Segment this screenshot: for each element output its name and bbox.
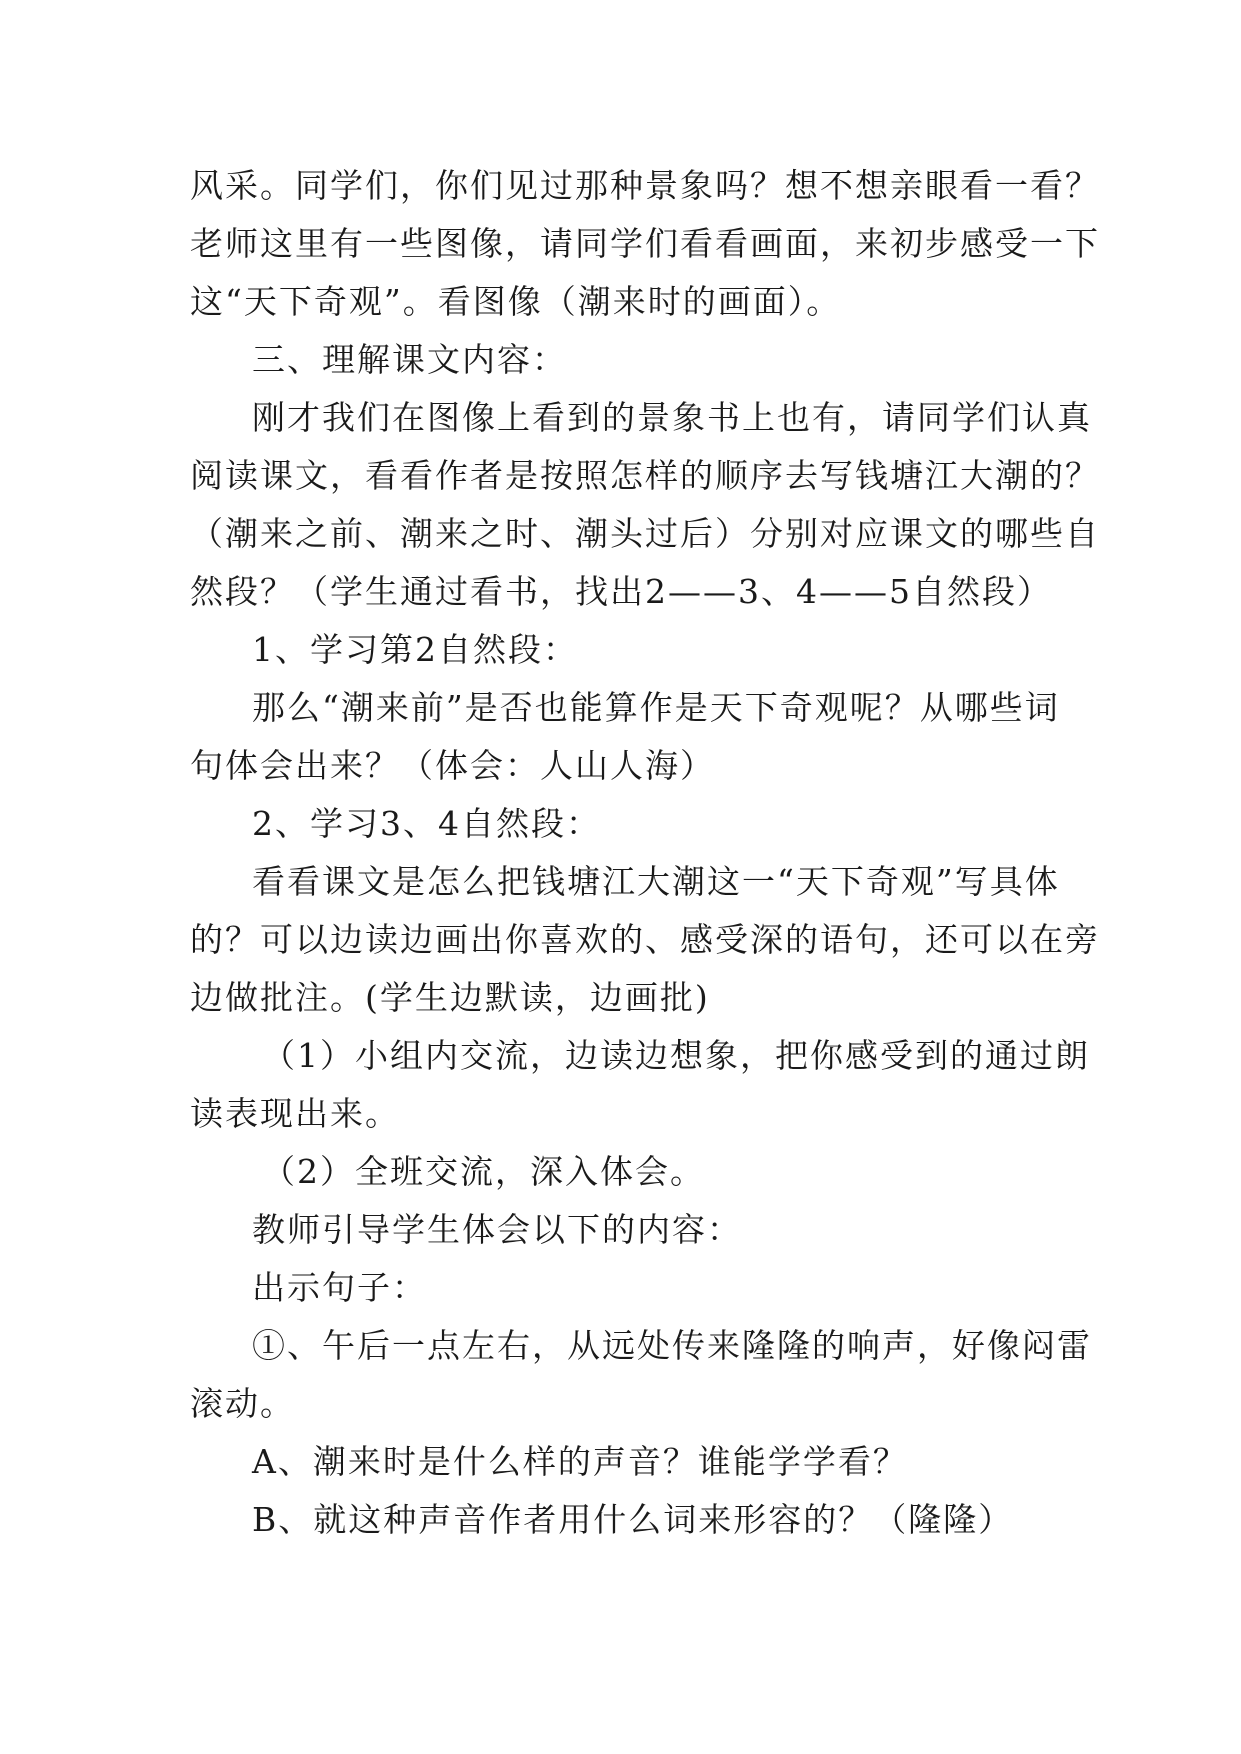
- text-line: 老师这里有一些图像，请同学们看看画面，来初步感受一下: [190, 224, 1100, 263]
- section-heading: 三、理解课文内容：: [252, 340, 567, 379]
- text-line: 风采。同学们，你们见过那种景象吗？想不想亲眼看一看？: [190, 166, 1100, 205]
- text-line: 滚动。: [190, 1384, 295, 1423]
- text-line: 看看课文是怎么把钱塘江大潮这一“天下奇观”写具体: [252, 862, 1060, 901]
- text-line: B、就这种声音作者用什么词来形容的？（隆隆）: [252, 1500, 1014, 1539]
- text-line: 然段？（学生通过看书，找出2——3、4——5自然段）: [190, 572, 1052, 611]
- text-line: A、潮来时是什么样的声音？谁能学学看？: [252, 1442, 908, 1481]
- text-line: 出示句子：: [252, 1268, 427, 1307]
- text-line: （2）全班交流，深入体会。: [262, 1152, 705, 1191]
- text-line: 刚才我们在图像上看到的景象书上也有，请同学们认真: [252, 398, 1092, 437]
- text-line: 句体会出来？（体会：人山人海）: [190, 746, 715, 785]
- subheading: 1、学习第2自然段：: [252, 630, 578, 669]
- text-line: （潮来之前、潮来之时、潮头过后）分别对应课文的哪些自: [190, 514, 1100, 553]
- text-line: 那么“潮来前”是否也能算作是天下奇观呢？从哪些词: [252, 688, 1060, 727]
- text-line: 教师引导学生体会以下的内容：: [252, 1210, 742, 1249]
- text-line: （1）小组内交流，边读边想象，把你感受到的通过朗: [262, 1036, 1090, 1075]
- text-line: 边做批注。(学生边默读，边画批): [190, 978, 710, 1017]
- text-line: 阅读课文，看看作者是按照怎样的顺序去写钱塘江大潮的？: [190, 456, 1100, 495]
- text-line: 读表现出来。: [190, 1094, 400, 1133]
- text-line: 这“天下奇观”。看图像（潮来时的画面）。: [190, 282, 842, 321]
- text-line: ①、午后一点左右，从远处传来隆隆的响声，好像闷雷: [252, 1326, 1092, 1365]
- text-line: 的？可以边读边画出你喜欢的、感受深的语句，还可以在旁: [190, 920, 1100, 959]
- subheading: 2、学习3、4自然段：: [252, 804, 601, 843]
